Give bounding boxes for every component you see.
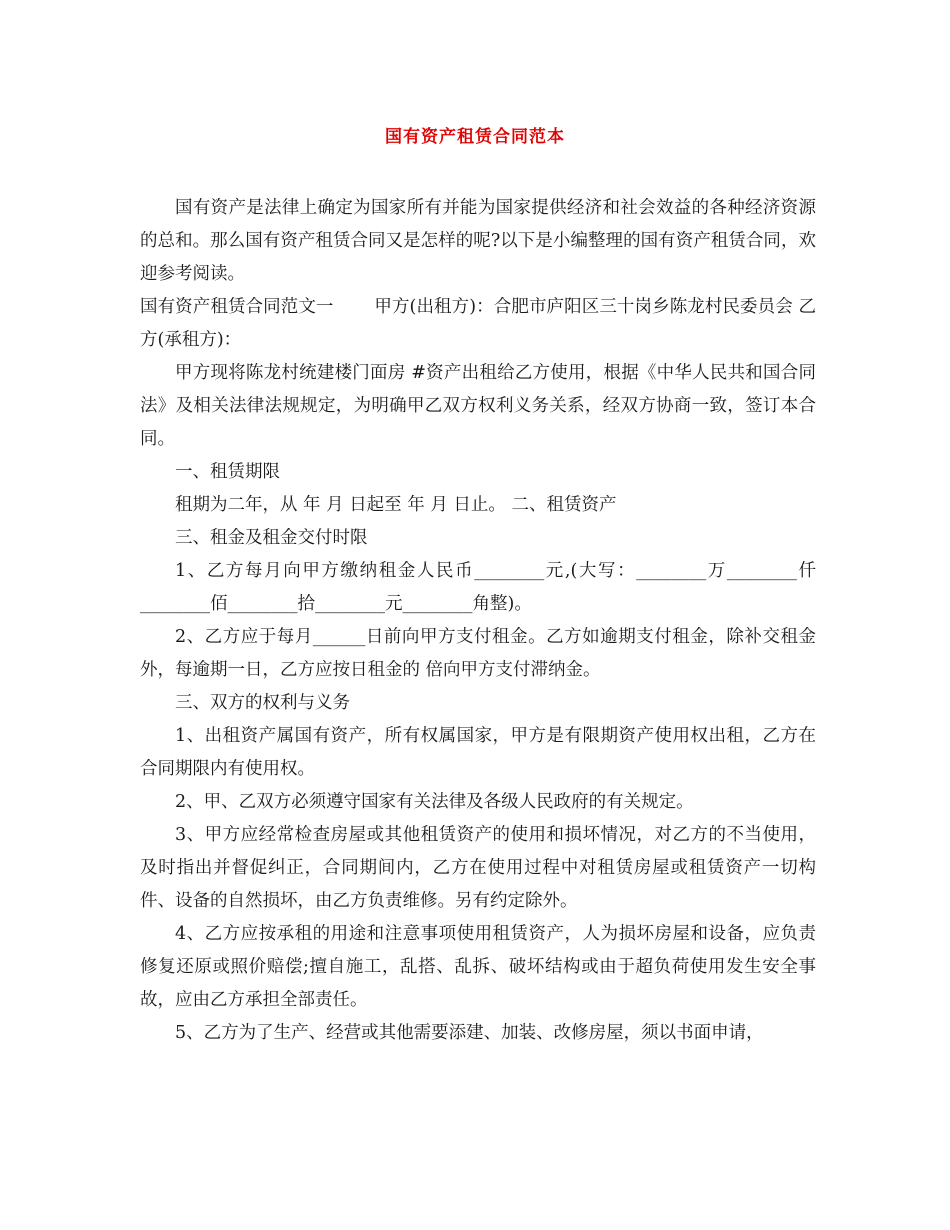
document-title: 国有资产租赁合同范本 xyxy=(385,127,565,147)
paragraph-rights-4: 4、乙方应按承租的用途和注意事项使用租赁资产，人为损坏房屋和设备，应负责修复还原或照价赔偿;擅自施工，乱搭、乱拆、破坏结构或由于超负荷使用发生安全事故，应由乙方承担全部责任。 xyxy=(140,924,816,1010)
section-heading-rights: 三、双方的权利与义务 xyxy=(175,693,350,713)
section-heading-rent: 三、租金及租金交付时限 xyxy=(175,528,368,548)
paragraph-rights-5: 5、乙方为了生产、经营或其他需要添建、加装、改修房屋，须以书面申请， xyxy=(175,1023,764,1043)
paragraph-rent-2: 2、乙方应于每月______日前向甲方支付租金。乙方如逾期支付租金，除补交租金外，每逾期一日，乙方应按日租金的 倍向甲方支付滞纳金。 xyxy=(140,627,816,680)
paragraph-parties: 国有资产租赁合同范文一 甲方(出租方)：合肥市庐阳区三十岗乡陈龙村民委员会 乙方(承租方)： xyxy=(140,297,816,350)
paragraph-rights-1: 1、出租资产属国有资产，所有权属国家，甲方是有限期资产使用权出租，乙方在合同期限内有使用权。 xyxy=(140,726,816,779)
section-heading-term: 一、租赁期限 xyxy=(175,462,280,482)
paragraph-rights-3: 3、甲方应经常检查房屋或其他租赁资产的使用和损坏情况，对乙方的不当使用，及时指出并督促纠正，合同期间内，乙方在使用过程中对租赁房屋或租赁资产一切构件、设备的自然损坏，由乙方负责维修。另有约定除外。 xyxy=(140,825,816,911)
paragraph-rent-1: 1、乙方每月向甲方缴纳租金人民币________元,(大写：________万________仟________佰________拾________元________角整)。 xyxy=(140,561,816,614)
paragraph-rights-2: 2、甲、乙双方必须遵守国家有关法律及各级人民政府的有关规定。 xyxy=(175,792,694,812)
paragraph-intro: 国有资产是法律上确定为国家所有并能为国家提供经济和社会效益的各种经济资源的总和。那么国有资产租赁合同又是怎样的呢?以下是小编整理的国有资产租赁合同，欢迎参考阅读。 xyxy=(140,198,816,284)
paragraph-term: 租期为二年，从 年 月 日起至 年 月 日止。 二、租赁资产 xyxy=(175,495,617,515)
paragraph-preamble: 甲方现将陈龙村统建楼门面房 #资产出租给乙方使用，根据《中华人民共和国合同法》及相关法律法规规定，为明确甲乙双方权利义务关系，经双方协商一致，签订本合同。 xyxy=(140,363,816,449)
document-body xyxy=(140,192,816,1050)
